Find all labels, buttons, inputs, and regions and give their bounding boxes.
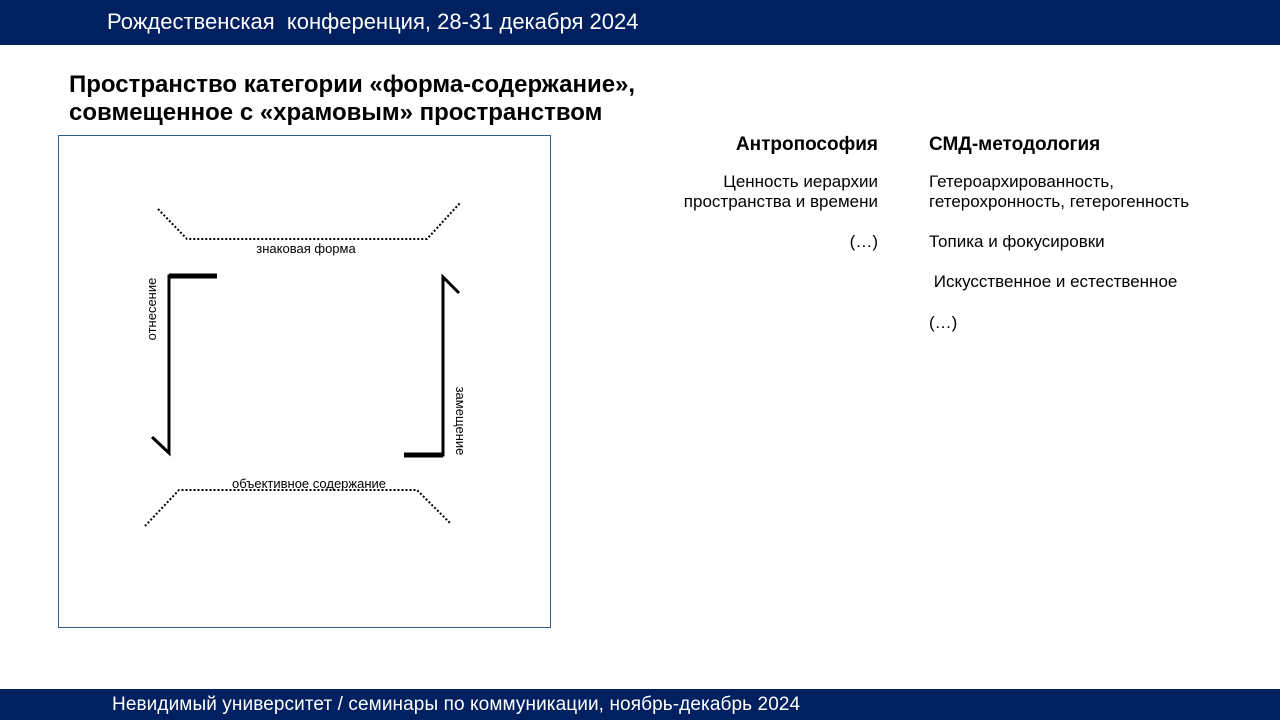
right-item-1: Гетероархированность, гетерохронность, гетерогенность <box>929 172 1190 211</box>
right-item-2: Топика и фокусировки <box>929 232 1105 251</box>
right-item-4: (…) <box>929 313 958 332</box>
footer-text: Невидимый университет / семинары по коммуникации, ноябрь-декабрь 2024 <box>112 694 801 715</box>
left-item-2: (…) <box>849 232 878 251</box>
column-heading-anthroposophy: Антропософия <box>735 134 878 155</box>
footer-banner <box>0 689 1280 720</box>
top-dotted-outline <box>158 203 460 239</box>
form-content-diagram <box>58 135 551 628</box>
column-heading-smd-methodology: СМД-методология <box>929 134 1101 155</box>
bottom-dotted-outline <box>145 490 451 526</box>
left-item-1: Ценность иерархии пространства и времени <box>683 172 878 211</box>
conference-title: Рождественская конференция, 28-31 декабря 2024 <box>107 9 639 34</box>
header-banner <box>0 0 1280 45</box>
slide-title: Пространство категории «форма-содержание», совмещенное с «храмовым» пространством <box>69 71 636 126</box>
right-label: замещение <box>453 386 468 456</box>
left-label: отнесение <box>144 277 159 341</box>
right-arrow <box>404 277 459 455</box>
left-arrow <box>152 276 217 453</box>
top-label: знаковая форма <box>256 241 356 256</box>
right-item-3: Искусственное и естественное <box>929 272 1178 291</box>
bottom-label: объективное содержание <box>231 476 387 491</box>
diagram-canvas <box>59 136 550 627</box>
